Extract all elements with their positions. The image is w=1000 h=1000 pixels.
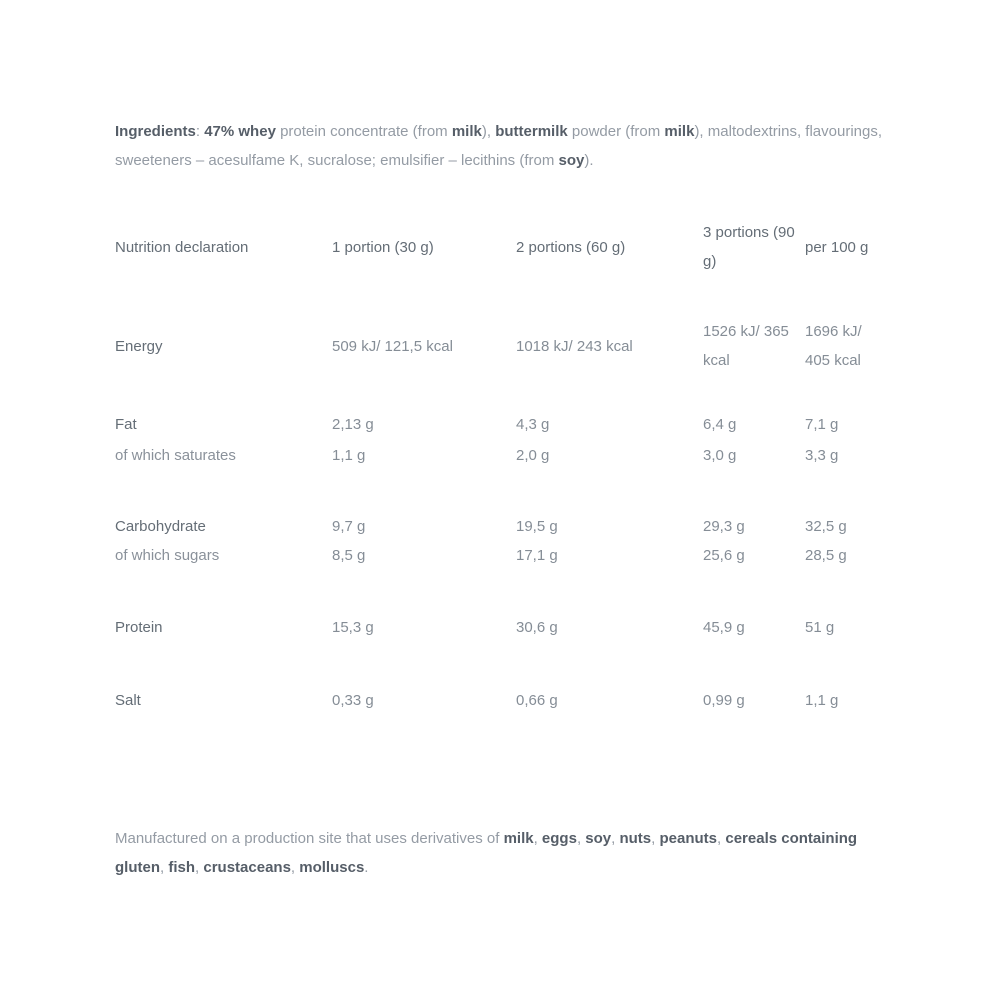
table-row-protein	[115, 613, 885, 642]
table-cell: 0,66 g	[516, 692, 558, 709]
ingredients-label: Ingredients	[115, 123, 196, 140]
table-cell: 45,9 g	[703, 619, 745, 636]
table-row-salt	[115, 686, 885, 715]
table-cell: 2,13 g	[332, 416, 374, 433]
ingredients-text: protein concentrate (from	[275, 123, 452, 140]
ingredients-text: ),	[481, 123, 496, 140]
allergen-nuts: nuts	[619, 830, 652, 847]
table-row-fat	[115, 408, 885, 441]
allergen-soy: soy	[558, 152, 585, 169]
manufactured-paragraph	[115, 824, 883, 882]
column-header-per-100g: per 100 g	[805, 238, 869, 256]
allergen-milk: milk	[451, 123, 482, 140]
column-header-3-portions: 3 portions (90 g)	[703, 224, 795, 270]
table-cell: 7,1 g	[805, 416, 839, 433]
manufactured-text: ,	[651, 830, 660, 847]
table-cell: 32,5 g	[805, 518, 847, 535]
table-cell: 1,1 g	[332, 447, 366, 464]
manufactured-text: ,	[195, 859, 204, 876]
ingredients-text: ).	[584, 152, 594, 169]
table-cell: 1696 kJ/ 405 kcal	[805, 323, 862, 369]
manufactured-text: ,	[160, 859, 169, 876]
allergen-buttermilk: buttermilk	[495, 123, 568, 140]
table-cell: 28,5 g	[805, 547, 847, 564]
allergen-fish: fish	[168, 859, 196, 876]
table-row-energy	[115, 284, 885, 408]
manufactured-text: ,	[533, 830, 542, 847]
column-header-1-portion: 1 portion (30 g)	[332, 238, 434, 256]
row-label: Energy	[115, 337, 163, 355]
table-cell: 15,3 g	[332, 619, 374, 636]
row-label: of which sugars	[115, 547, 220, 564]
table-cell: 1018 kJ/ 243 kcal	[516, 337, 633, 355]
row-label: Protein	[115, 619, 163, 636]
allergen-peanuts: peanuts	[659, 830, 718, 847]
table-cell: 6,4 g	[703, 416, 737, 433]
row-label: Carbohydrate	[115, 518, 206, 535]
table-header-row	[115, 210, 885, 284]
table-cell: 1,1 g	[805, 692, 839, 709]
table-cell: 17,1 g	[516, 547, 558, 564]
table-row-sugars	[115, 541, 885, 570]
manufactured-text: ,	[576, 830, 586, 847]
table-row-carbohydrate	[115, 512, 885, 541]
allergen-eggs: eggs	[541, 830, 577, 847]
ingredients-text: powder (from	[567, 123, 665, 140]
table-cell: 19,5 g	[516, 518, 558, 535]
row-label: of which saturates	[115, 447, 236, 464]
allergen-whey: 47% whey	[204, 123, 276, 140]
allergen-milk: milk	[664, 123, 695, 140]
table-cell: 9,7 g	[332, 518, 366, 535]
manufactured-text: ,	[611, 830, 620, 847]
table-cell: 3,0 g	[703, 447, 737, 464]
row-label: Salt	[115, 692, 141, 709]
ingredients-text: ), maltodextrins, flavourings, sweeteners – acesulfame K, sucralose; emulsifier – lecithins (from	[115, 123, 883, 169]
column-header-2-portions: 2 portions (60 g)	[516, 238, 626, 256]
allergen-crustaceans: crustaceans	[203, 859, 291, 876]
table-cell: 51 g	[805, 619, 835, 636]
row-label: Fat	[115, 416, 137, 433]
allergen-cereals-gluten: cereals containing gluten	[115, 830, 858, 876]
allergen-milk: milk	[503, 830, 534, 847]
table-row-saturates	[115, 441, 885, 470]
manufactured-text: Manufactured on a production site that uses derivatives of	[115, 830, 504, 847]
table-cell: 0,99 g	[703, 692, 745, 709]
ingredients-text: :	[195, 123, 205, 140]
table-cell: 30,6 g	[516, 619, 558, 636]
spacer-row	[115, 470, 885, 512]
manufactured-text: ,	[290, 859, 300, 876]
spacer-row	[115, 642, 885, 686]
table-cell: 2,0 g	[516, 447, 550, 464]
allergen-molluscs: molluscs	[299, 859, 365, 876]
column-header-nutrition-declaration: Nutrition declaration	[115, 238, 249, 256]
nutrition-table	[115, 210, 885, 715]
table-cell: 25,6 g	[703, 547, 745, 564]
table-cell: 1526 kJ/ 365 kcal	[703, 323, 789, 369]
table-cell: 4,3 g	[516, 416, 550, 433]
table-cell: 509 kJ/ 121,5 kcal	[332, 337, 453, 355]
table-cell: 0,33 g	[332, 692, 374, 709]
allergen-soy: soy	[585, 830, 612, 847]
ingredients-paragraph	[115, 117, 883, 175]
spacer-row	[115, 570, 885, 613]
table-cell: 29,3 g	[703, 518, 745, 535]
table-cell: 3,3 g	[805, 447, 839, 464]
manufactured-text: .	[364, 859, 369, 876]
table-cell: 8,5 g	[332, 547, 366, 564]
manufactured-text: ,	[717, 830, 726, 847]
